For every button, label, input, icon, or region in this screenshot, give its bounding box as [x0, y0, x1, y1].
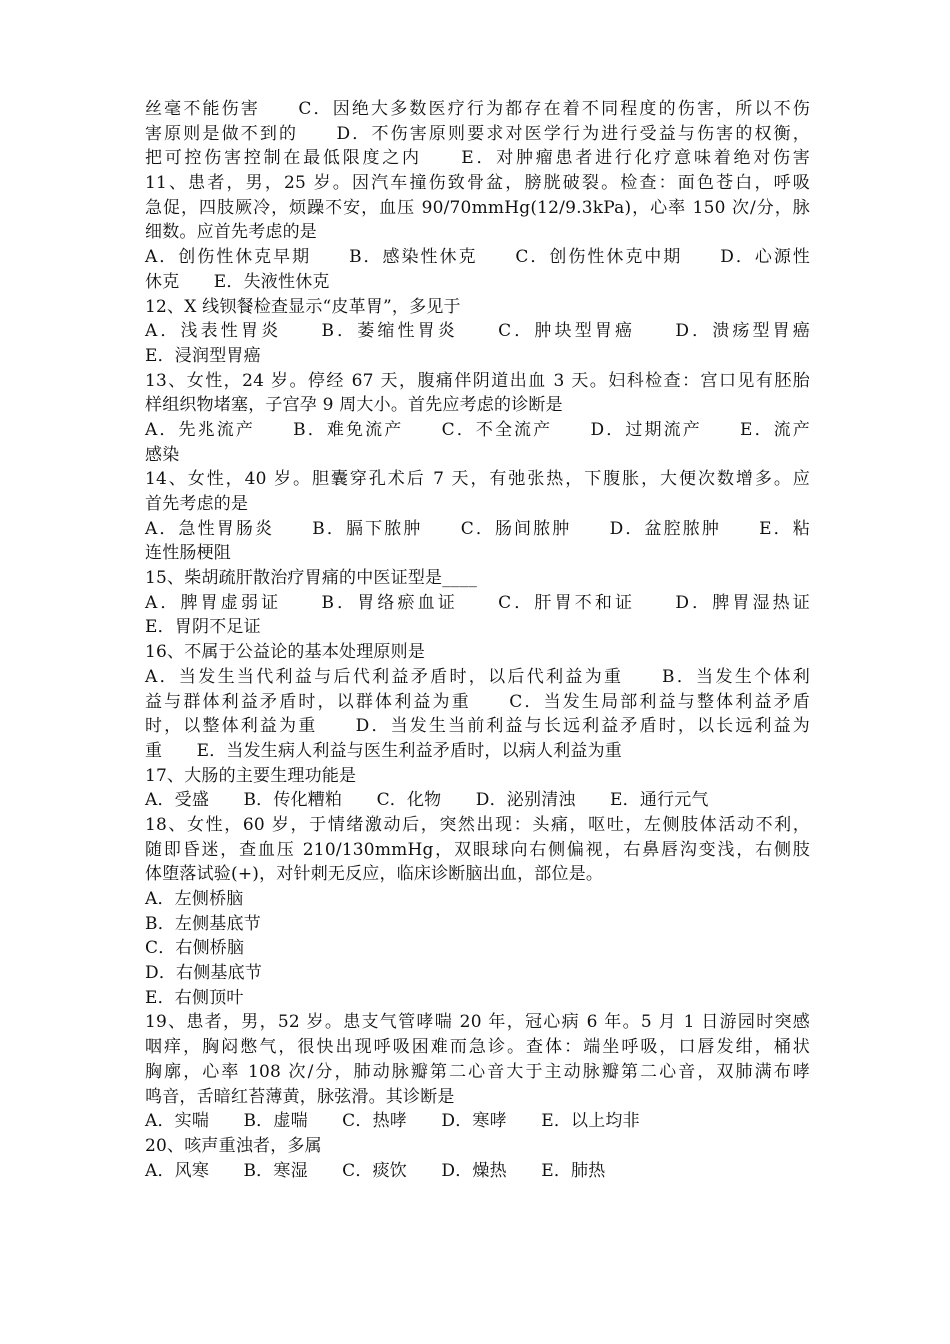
text-line: A．风寒 B．寒湿 C．痰饮 D．燥热 E．肺热 [145, 1160, 606, 1181]
text-line: 害原则是做不到的 D．不伤害原则要求对医学行为进行受益与伤害的权衡， [145, 123, 810, 144]
text-line: A．急性胃肠炎 B．膈下脓肿 C．肠间脓肿 D．盆腔脓肿 E．粘 [145, 518, 810, 539]
text-line: 休克 E．失液性休克 [145, 271, 330, 292]
text-line: 咽痒，胸闷憋气，很快出现呼吸困难而急诊。查体：端坐呼吸，口唇发绀，桶状 [145, 1037, 810, 1058]
text-line: A．浅表性胃炎 B．萎缩性胃炎 C．肿块型胃癌 D．溃疡型胃癌 [145, 321, 810, 342]
text-line: 连性肠梗阻 [145, 543, 231, 564]
text-line: 20、咳声重浊者，多属 [145, 1135, 322, 1156]
text-line: 首先考虑的是 [145, 494, 249, 514]
text-line: 重 E．当发生病人利益与医生利益矛盾时，以病人利益为重 [145, 740, 623, 761]
text-line: E．浸润型胃癌 [145, 345, 261, 366]
text-line: 16、不属于公益论的基本处理原则是 [145, 642, 426, 663]
text-line: A．实喘 B．虚喘 C．热哮 D．寒哮 E．以上均非 [145, 1111, 640, 1132]
text-line: 细数。应首先考虑的是 [145, 222, 317, 243]
text-line: 鸣音，舌暗红苔薄黄，脉弦滑。其诊断是 [145, 1086, 455, 1107]
text-line: 感染 [145, 444, 180, 465]
text-line: 急促，四肢厥冷，烦躁不安，血压 90/70mmHg(12/9.3kPa)，心率 150 次/分，脉 [145, 197, 810, 218]
text-line: 胸廓，心率 108 次/分，肺动脉瓣第二心音大于主动脉瓣第二心音，双肺满布哮 [145, 1061, 810, 1082]
text-line: 随即昏迷，查血压 210/130mmHg，双眼球向右侧偏视，右鼻唇沟变浅，右侧肢 [145, 839, 810, 860]
text-line: A．先兆流产 B．难免流产 C．不全流产 D．过期流产 E．流产 [145, 419, 810, 440]
text-line: B．左侧基底节 [145, 913, 261, 934]
text-line: A．创伤性休克早期 B．感染性休克 C．创伤性休克中期 D．心源性 [145, 247, 810, 268]
text-line: 13、女性，24 岁。停经 67 天，腹痛伴阴道出血 3 天。妇科检查：宫口见有胚胎 [145, 370, 810, 391]
text-line: 把可控伤害控制在最低限度之内 E．对肿瘤患者进行化疗意味着绝对伤害 [145, 148, 810, 169]
document-page [145, 97, 810, 1183]
text-line: 体堕落试验(+)，对针刺无反应，临床诊断脑出血，部位是。 [145, 864, 604, 885]
text-line: A．脾胃虚弱证 B．胃络瘀血证 C．肝胃不和证 D．脾胃湿热证 [145, 592, 810, 613]
text-line: A．受盛 B．传化糟粕 C．化物 D．泌别清浊 E．通行元气 [145, 790, 709, 811]
text-line: 18、女性，60 岁，于情绪激动后，突然出现：头痛，呕吐，左侧肢体活动不利， [145, 814, 810, 835]
text-line: C．右侧桥脑 [145, 938, 245, 959]
text-line: 时，以整体利益为重 D．当发生当前利益与长远利益矛盾时，以长远利益为 [145, 716, 810, 737]
text-line: 17、大肠的主要生理功能是 [145, 765, 357, 786]
text-line: A．左侧桥脑 [145, 889, 244, 909]
text-line: 19、患者，男，52 岁。患支气管哮喘 20 年，冠心病 6 年。5 月 1 日游园时突感 [145, 1012, 810, 1033]
text-line: 益与群体利益矛盾时，以群体利益为重 C．当发生局部利益与整体利益矛盾 [145, 691, 810, 712]
text-line: A．当发生当代利益与后代利益矛盾时，以后代利益为重 B．当发生个体利 [145, 666, 810, 687]
text-line: 15、柴胡疏肝散治疗胃痛的中医证型是____ [145, 568, 478, 589]
text-line: 样组织物堵塞，子宫孕 9 周大小。首先应考虑的诊断是 [145, 395, 563, 416]
text-line: 11、患者，男，25 岁。因汽车撞伤致骨盆，膀胱破裂。检查：面色苍白，呼吸 [145, 173, 810, 194]
text-line: D．右侧基底节 [145, 963, 263, 984]
text-line: 14、女性，40 岁。胆囊穿孔术后 7 天，有弛张热，下腹胀，大便次数增多。应 [145, 469, 810, 490]
text-line: E．右侧顶叶 [145, 987, 244, 1008]
text-line: 丝毫不能伤害 C．因绝大多数医疗行为都存在着不同程度的伤害，所以不伤 [145, 99, 810, 119]
text-line: E．胃阴不足证 [145, 617, 261, 638]
text-line: 12、X 线钡餐检查显示“皮革胃”，多见于 [145, 296, 461, 317]
